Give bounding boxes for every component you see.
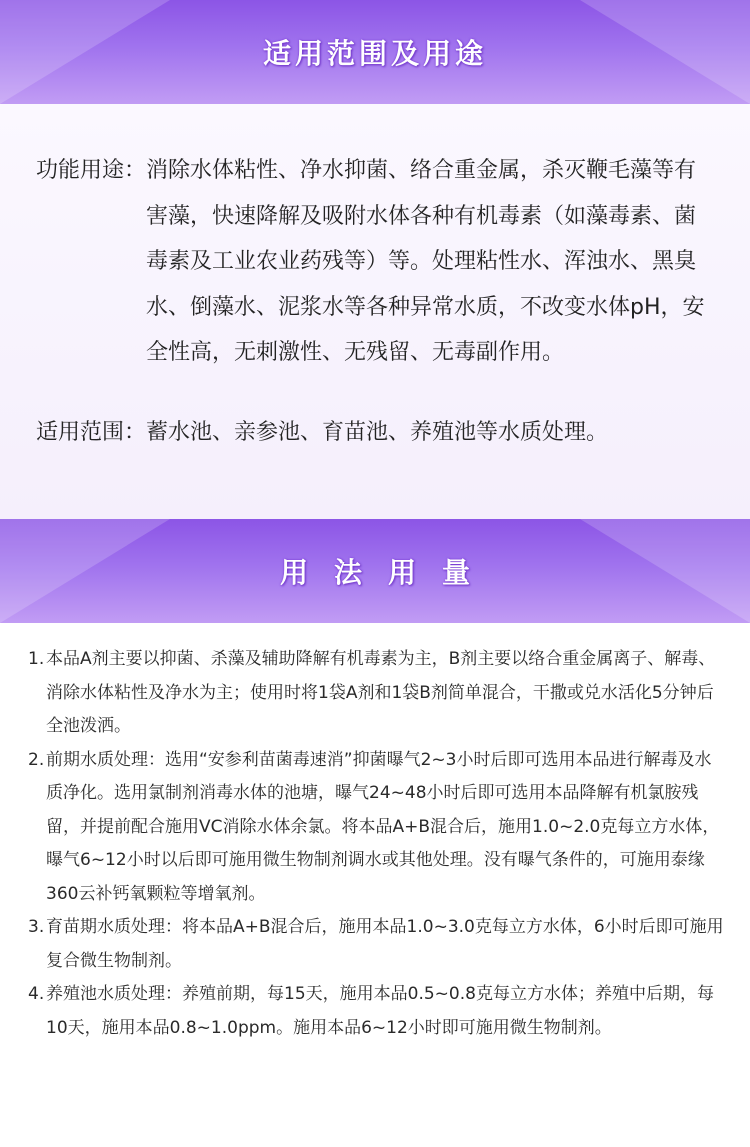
function-paragraph [36,148,712,376]
step-number: 3. [28,917,45,937]
list-item [28,978,728,1045]
step-text: 养殖池水质处理：养殖前期，每15天，施用本品0.5~0.8克每立方水体；养殖中后期，每10天，施用本品0.8~1.0ppm。施用本品6~12小时即可施用微生物制剂。 [46,984,714,1038]
usage-section [0,623,750,1147]
function-label: 功能用途： [36,158,147,183]
section-title-scope: 适用范围及用途 [262,37,487,70]
step-number: 1. [28,649,45,669]
function-text: 消除水体粘性、净水抑菌、络合重金属，杀灭鞭毛藻等有害藻，快速降解及吸附水体各种有机毒素（如藻毒素、菌毒素及工业农业药残等）等。处理粘性水、浑浊水、黑臭水、倒藻水、泥浆水等各种异常水质，不改变水体pH，安全性高，无刺激性、无残留、无毒副作用。 [146,158,705,365]
list-item [28,911,728,978]
list-item [28,643,728,744]
scope-text: 蓄水池、亲参池、育苗池、养殖池等水质处理。 [146,420,609,445]
step-text: 前期水质处理：选用“安参利苗菌毒速消”抑菌曝气2~3小时后即可选用本品进行解毒及水质净化。选用氯制剂消毒水体的池塘，曝气24~48小时后即可选用本品降解有机氯胺残留，并提前配合施用VC消除水体余氯。将本品A+B混合后，施用1.0~2.0克每立方水体，曝气6~12小时以后即可施用微生物制剂调水或其他处理。没有曝气条件的，可施用泰缘360云补钙氧颗粒等增氧剂。 [46,749,720,904]
step-number: 4. [28,984,45,1004]
section-banner-scope [0,0,750,104]
scope-label: 适用范围： [36,420,147,445]
step-text: 育苗期水质处理：将本品A+B混合后，施用本品1.0~3.0克每立方水体，6小时后即可施用复合微生物制剂。 [46,917,724,971]
scope-section [0,104,750,519]
usage-steps-list [28,643,728,1045]
scope-paragraph [36,410,712,456]
section-banner-usage [0,519,750,623]
step-number: 2. [28,749,45,770]
section-title-usage: 用法用量 [279,556,496,589]
step-text: 本品A剂主要以抑菌、杀藻及辅助降解有机毒素为主，B剂主要以络合重金属离子、解毒、消除水体粘性及净水为主；使用时将1袋A剂和1袋B剂简单混合，干撒或兑水活化5分钟后全池泼洒。 [46,649,716,736]
list-item [28,744,728,912]
